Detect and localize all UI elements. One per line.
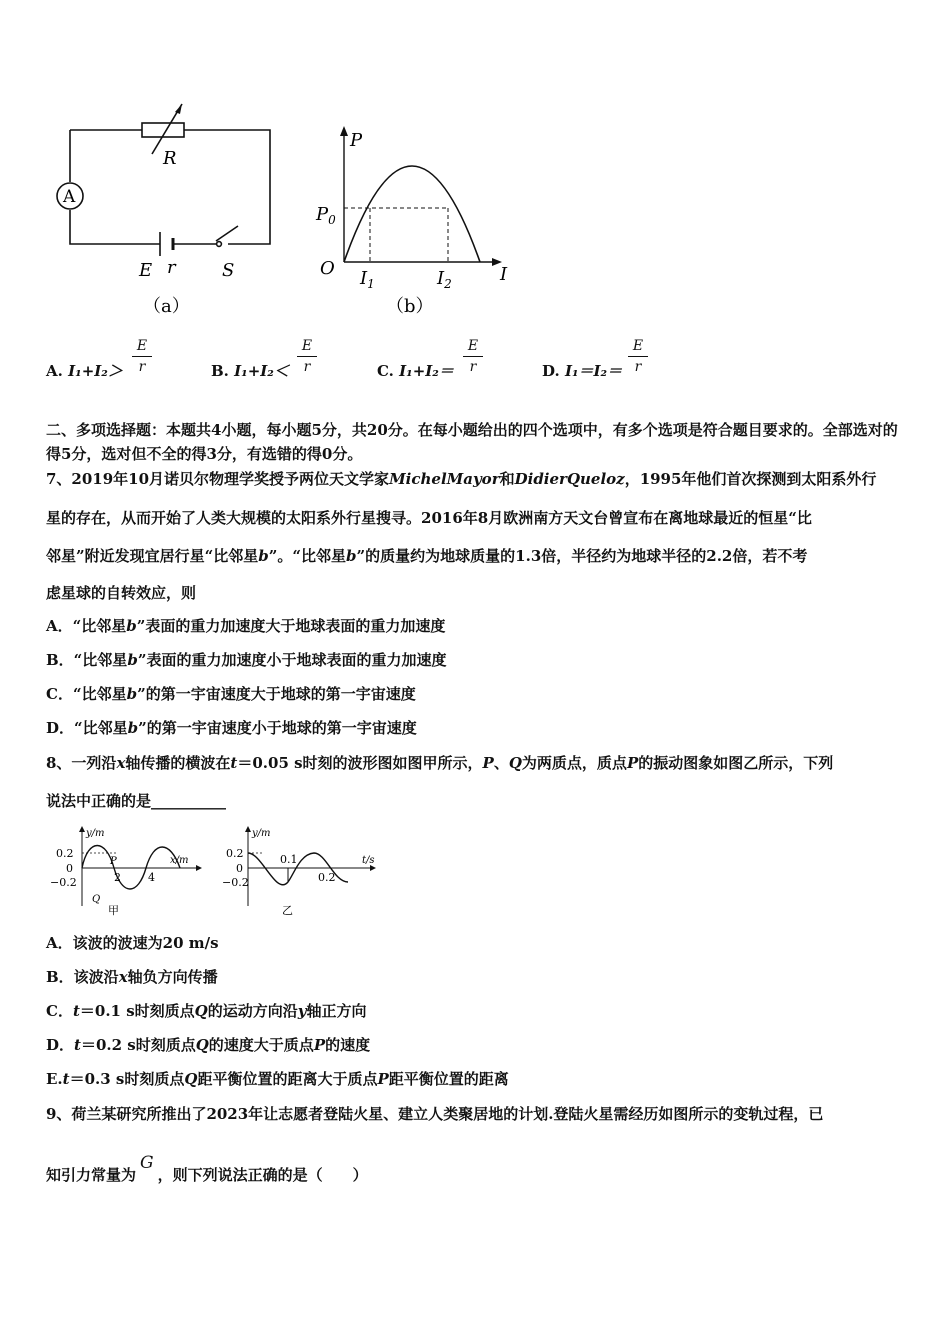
vibration-graph-yi bbox=[222, 824, 382, 916]
q9-stem-line2: 知引力常量为G，则下列说法正确的是（ ） bbox=[46, 1153, 368, 1184]
ammeter-label: A bbox=[63, 187, 76, 207]
jia-p-label: P bbox=[110, 856, 117, 867]
q8-option-b[interactable]: B．该波沿x轴负方向传播 bbox=[46, 968, 218, 986]
yi-y-bot: −0.2 bbox=[222, 876, 249, 889]
q7-option-a[interactable]: A．“比邻星b”表面的重力加速度大于地球表面的重力加速度 bbox=[46, 617, 446, 635]
yi-x-label: t/s bbox=[362, 855, 375, 866]
internal-resistance-label: r bbox=[167, 257, 176, 278]
jia-x-label: x/m bbox=[170, 855, 189, 866]
q8-option-d[interactable]: D．t＝0.2 s时刻质点Q的速度大于质点P的速度 bbox=[46, 1036, 371, 1054]
figure-b-caption: （b） bbox=[386, 296, 434, 317]
resistor-label: R bbox=[163, 148, 177, 169]
jia-x-4: 4 bbox=[148, 871, 155, 884]
jia-caption: 甲 bbox=[108, 904, 119, 916]
circuit-diagram bbox=[50, 98, 290, 328]
q7-option-b[interactable]: B．“比邻星b”表面的重力加速度小于地球表面的重力加速度 bbox=[46, 651, 447, 669]
p0-label: $P_0$ bbox=[316, 204, 336, 227]
answer-blank[interactable]: __________ bbox=[151, 792, 227, 810]
i-axis-label: I bbox=[500, 264, 508, 285]
power-current-graph bbox=[312, 124, 532, 320]
yi-t-01: 0.1 bbox=[280, 853, 298, 866]
p-axis-label: P bbox=[350, 130, 363, 151]
q7-option-d[interactable]: D．“比邻星b”的第一宇宙速度小于地球的第一宇宙速度 bbox=[46, 719, 417, 737]
q7-stem-line1: 7、2019年10月诺贝尔物理学奖授予两位天文学家MichelMayor和DidierQueloz，1995年他们首次探测到太阳系外行 bbox=[46, 470, 877, 488]
q6-options: A. I₁+I₂＞ $\frac{E}{r}$ B. I₁+I₂＜ $\frac{E}{r}$ C. I₁+I₂＝ $\frac{E}{r}$ D. I₁＝I₂＝ $\frac{E}{r}$ bbox=[46, 336, 746, 386]
q7-stem-line3: 邻星”附近发现宜居行星“比邻星b”。“比邻星b”的质量约为地球质量的1.3倍，半径约为地球半径的2.2倍，若不考 bbox=[46, 547, 808, 565]
wave-graph-jia bbox=[48, 824, 208, 916]
jia-y-zero: 0 bbox=[66, 862, 73, 875]
figure-a-caption: （a） bbox=[143, 296, 190, 317]
switch-label: S bbox=[222, 260, 235, 281]
i1-label: $I_1$ bbox=[360, 268, 375, 291]
yi-caption: 乙 bbox=[282, 904, 293, 916]
emf-label: E bbox=[139, 260, 153, 281]
q8-option-a[interactable]: A．该波的波速为20 m/s bbox=[46, 934, 219, 952]
yi-y-top: 0.2 bbox=[226, 847, 244, 860]
q7-stem-line4: 虑星球的自转效应，则 bbox=[46, 584, 197, 602]
jia-q-label: Q bbox=[92, 894, 101, 905]
q7-option-c[interactable]: C．“比邻星b”的第一宇宙速度大于地球的第一宇宙速度 bbox=[46, 685, 416, 703]
q7-stem-line2: 星的存在，从而开始了人类大规模的太阳系外行星搜寻。2016年8月欧洲南方天文台曾宣布在离地球最近的恒星“比 bbox=[46, 509, 812, 527]
q8-option-c[interactable]: C．t＝0.1 s时刻质点Q的运动方向沿y轴正方向 bbox=[46, 1002, 367, 1020]
origin-label: O bbox=[320, 258, 335, 279]
yi-y-label: y/m bbox=[252, 828, 271, 839]
i2-label: $I_2$ bbox=[437, 268, 452, 291]
jia-x-2: 2 bbox=[114, 871, 121, 884]
jia-y-label: y/m bbox=[86, 828, 105, 839]
jia-y-top: 0.2 bbox=[56, 847, 74, 860]
yi-t-02: 0.2 bbox=[318, 871, 336, 884]
yi-y-zero: 0 bbox=[236, 862, 243, 875]
q8-stem-line2: 说法中正确的是__________ bbox=[46, 792, 227, 810]
q8-stem-line1: 8、一列沿x轴传播的横波在t＝0.05 s时刻的波形图如图甲所示，P、Q为两质点，质点P的振动图象如图乙所示，下列 bbox=[46, 754, 834, 772]
q9-stem-line1: 9、荷兰某研究所推出了2023年让志愿者登陆火星、建立人类聚居地的计划.登陆火星需经历如图所示的变轨过程，已 bbox=[46, 1105, 824, 1123]
q8-option-e[interactable]: E.t＝0.3 s时刻质点Q距平衡位置的距离大于质点P距平衡位置的距离 bbox=[46, 1070, 509, 1088]
section-heading: 二、多项选择题：本题共4小题，每小题5分，共20分。在每小题给出的四个选项中，有多个选项是符合题目要求的。全部选对的得5分，选对但不全的得3分，有选错的得0分。 bbox=[46, 421, 898, 463]
jia-y-bot: −0.2 bbox=[50, 876, 77, 889]
gravitational-constant: G bbox=[140, 1153, 154, 1173]
